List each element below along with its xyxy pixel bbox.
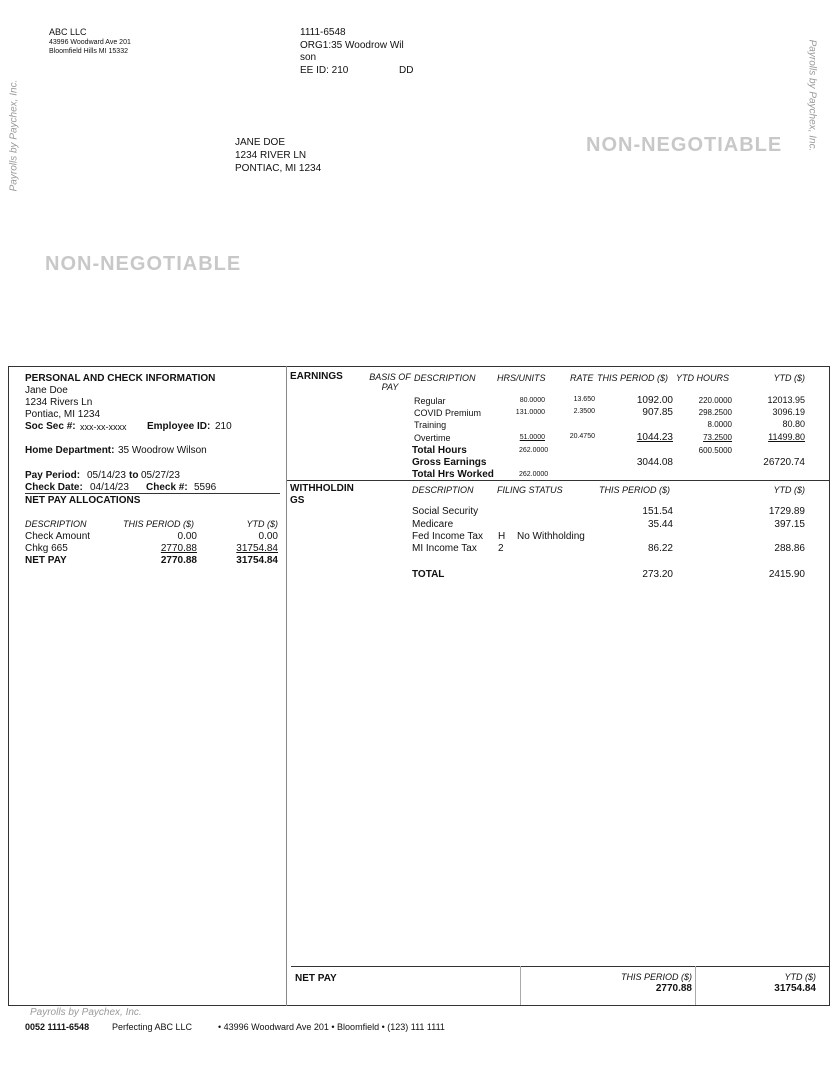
check-date-value: 04/14/23 — [90, 482, 129, 493]
earnings-row-training-ytd: 80.80 — [782, 419, 805, 429]
payee-city: PONTIAC, MI 1234 — [235, 163, 322, 174]
net-pay-box-divider-1 — [520, 966, 521, 1005]
withholdings-col-this-period: THIS PERIOD ($) — [599, 485, 671, 495]
earnings-row-overtime-period: 1044.23 — [636, 432, 673, 443]
withholding-row-medicare-period: 35.44 — [647, 519, 673, 530]
alloc-row-1-desc: Check Amount — [25, 531, 91, 542]
withholding-row-mi-desc: MI Income Tax — [412, 543, 477, 554]
alloc-row-2-period: 2770.88 — [160, 543, 197, 554]
footer-paychex: Payrolls by Paychex, Inc. — [30, 1007, 142, 1018]
withholding-row-medicare-ytd: 397.15 — [774, 519, 805, 530]
pay-period-from: 05/14/23 — [87, 470, 126, 481]
company-address-line1: 43996 Woodward Ave 201 — [49, 39, 131, 46]
withholding-row-mi-status: 2 — [498, 543, 504, 554]
withholding-row-mi-period: 86.22 — [647, 543, 673, 554]
earnings-row-training-desc: Training — [414, 420, 447, 430]
withholding-row-ss-desc: Social Security — [412, 506, 479, 517]
ssn-value: xxx-xx-xxxx — [80, 422, 127, 432]
withholdings-divider — [287, 480, 829, 481]
alloc-row-2-desc: Chkg 665 — [25, 543, 68, 554]
stub-bottom-border — [8, 1005, 830, 1006]
home-department-value: 35 Woodrow Wilson — [118, 445, 207, 456]
check-number-value: 5596 — [194, 482, 217, 493]
withholdings-total-period: 273.20 — [642, 569, 673, 580]
withholdings-col-filing-status: FILING STATUS — [497, 485, 563, 495]
withholdings-total-ytd: 2415.90 — [768, 569, 805, 580]
earnings-row-overtime-ytd: 11499.80 — [768, 432, 805, 442]
check-code: 1111-6548 — [300, 27, 346, 38]
earnings-row-regular-period: 1092.00 — [636, 395, 673, 406]
ee-id: EE ID: 210 — [300, 65, 349, 76]
employee-street: 1234 Rivers Ln — [25, 397, 93, 408]
earnings-row-regular-ytd-hours: 220.0000 — [698, 396, 732, 405]
net-pay-footer-period-value: 2770.88 — [655, 983, 692, 994]
total-hours-label: Total Hours — [412, 445, 467, 456]
earnings-row-covid-desc: COVID Premium — [414, 408, 482, 418]
earnings-col-ytd-hours: YTD HOURS — [676, 373, 730, 383]
earnings-title: EARNINGS — [290, 371, 343, 382]
alloc-row-1-period: 0.00 — [177, 531, 197, 542]
alloc-net-pay-label: NET PAY — [25, 555, 67, 566]
net-pay-footer-ytd-value: 31754.84 — [774, 983, 816, 994]
earnings-row-overtime-rate: 20.4750 — [569, 433, 595, 440]
company-address-line2: Bloomfield Hills MI 15332 — [49, 48, 128, 55]
earnings-col-rate: RATE — [570, 373, 594, 383]
net-pay-box-divider-2 — [695, 966, 696, 1005]
home-department-label: Home Department: — [25, 445, 115, 456]
total-hours-hrs: 262.0000 — [519, 447, 549, 454]
total-hrs-worked-value: 262.0000 — [519, 471, 549, 478]
alloc-net-pay-period: 2770.88 — [160, 555, 197, 566]
pay-period-to-word: to — [129, 470, 139, 481]
company-name: ABC LLC — [49, 27, 87, 37]
earnings-col-hrs: HRS/UNITS — [497, 373, 546, 383]
earnings-row-overtime-ytd-hours: 73.2500 — [703, 433, 732, 442]
alloc-col-this-period: THIS PERIOD ($) — [123, 519, 195, 529]
total-hrs-worked-label: Total Hrs Worked — [412, 469, 494, 480]
org-line1: ORG1:35 Woodrow Wil — [300, 40, 404, 51]
alloc-row-2-ytd: 31754.84 — [236, 543, 278, 554]
pay-period-to: 05/27/23 — [141, 470, 180, 481]
alloc-col-ytd: YTD ($) — [246, 519, 278, 529]
gross-earnings-period: 3044.08 — [636, 457, 673, 468]
earnings-row-covid-hrs: 131.0000 — [515, 409, 545, 416]
payee-name: JANE DOE — [235, 137, 286, 148]
earnings-row-overtime-desc: Overtime — [414, 433, 451, 443]
earnings-row-regular-ytd: 12013.95 — [767, 395, 805, 405]
stub-column-divider — [286, 366, 287, 1006]
withholdings-total-label: TOTAL — [412, 569, 445, 580]
employee-city: Pontiac, MI 1234 — [25, 409, 101, 420]
gross-earnings-label: Gross Earnings — [412, 457, 487, 468]
gross-earnings-ytd: 26720.74 — [763, 457, 805, 468]
employee-name: Jane Doe — [25, 385, 68, 396]
withholding-row-fed-allowance: No Withholding — [517, 531, 585, 542]
net-pay-footer-label: NET PAY — [295, 973, 337, 984]
earnings-row-covid-ytd: 3096.19 — [772, 407, 805, 417]
side-watermark-left: Payrolls by Paychex, Inc. — [8, 79, 20, 192]
side-watermark-right: Payrolls by Paychex, Inc. — [806, 39, 818, 152]
earnings-col-description: DESCRIPTION — [414, 373, 476, 383]
withholdings-col-description: DESCRIPTION — [412, 485, 474, 495]
net-pay-box-top — [291, 966, 829, 967]
earnings-row-covid-ytd-hours: 298.2500 — [698, 408, 732, 417]
allocations-divider — [25, 493, 280, 494]
net-pay-allocations-title: NET PAY ALLOCATIONS — [25, 495, 141, 506]
alloc-row-1-ytd: 0.00 — [258, 531, 278, 542]
earnings-row-training-ytd-hours: 8.0000 — [707, 420, 732, 429]
earnings-col-ytd: YTD ($) — [773, 373, 805, 383]
non-negotiable-watermark-right: NON-NEGOTIABLE — [586, 134, 783, 156]
alloc-col-description: DESCRIPTION — [25, 519, 87, 529]
personal-section-title: PERSONAL AND CHECK INFORMATION — [25, 373, 216, 384]
net-pay-footer-ytd-label: YTD ($) — [784, 972, 816, 982]
withholdings-title-line2: GS — [290, 495, 305, 506]
total-hours-ytd: 600.5000 — [698, 446, 732, 455]
dd-label: DD — [399, 65, 414, 76]
payee-street: 1234 RIVER LN — [235, 150, 307, 161]
stub-left-border — [8, 366, 9, 1006]
earnings-row-regular-hrs: 80.0000 — [519, 397, 545, 404]
employee-id-label: Employee ID: — [147, 421, 211, 432]
pay-period-label: Pay Period: — [25, 470, 81, 481]
employee-id-value: 210 — [215, 421, 232, 432]
check-number-label: Check #: — [146, 482, 188, 493]
withholding-row-medicare-desc: Medicare — [412, 519, 454, 530]
net-pay-footer-period-label: THIS PERIOD ($) — [620, 972, 692, 982]
earnings-row-regular-rate: 13.650 — [573, 396, 595, 403]
withholding-row-mi-ytd: 288.86 — [774, 543, 805, 554]
earnings-col-basis: BASIS OF PAY — [369, 372, 411, 392]
footer-code: 0052 1111-6548 — [25, 1022, 90, 1032]
withholding-row-ss-period: 151.54 — [642, 506, 673, 517]
stub-top-border — [8, 366, 830, 367]
withholding-row-fed-desc: Fed Income Tax — [412, 531, 483, 542]
non-negotiable-watermark-left: NON-NEGOTIABLE — [45, 253, 242, 275]
withholding-row-fed-status: H — [498, 531, 506, 542]
withholdings-title-line1: WITHHOLDIN — [290, 483, 354, 494]
earnings-row-covid-period: 907.85 — [642, 407, 673, 418]
withholding-row-ss-ytd: 1729.89 — [768, 506, 805, 517]
stub-right-border — [829, 366, 830, 1006]
earnings-row-covid-rate: 2.3500 — [573, 408, 595, 415]
alloc-net-pay-ytd: 31754.84 — [236, 555, 278, 566]
org-line2: son — [300, 52, 317, 63]
footer-address: • 43996 Woodward Ave 201 • Bloomfield • (123) 111 1111 — [218, 1022, 445, 1032]
footer-company-text: Perfecting ABC LLC — [112, 1022, 193, 1032]
check-date-label: Check Date: — [25, 482, 83, 493]
earnings-row-regular-desc: Regular — [414, 396, 446, 406]
withholdings-col-ytd: YTD ($) — [773, 485, 805, 495]
earnings-row-overtime-hrs: 51.0000 — [519, 434, 545, 441]
earnings-col-this-period: THIS PERIOD ($) — [597, 373, 669, 383]
ssn-label: Soc Sec #: — [25, 421, 76, 432]
